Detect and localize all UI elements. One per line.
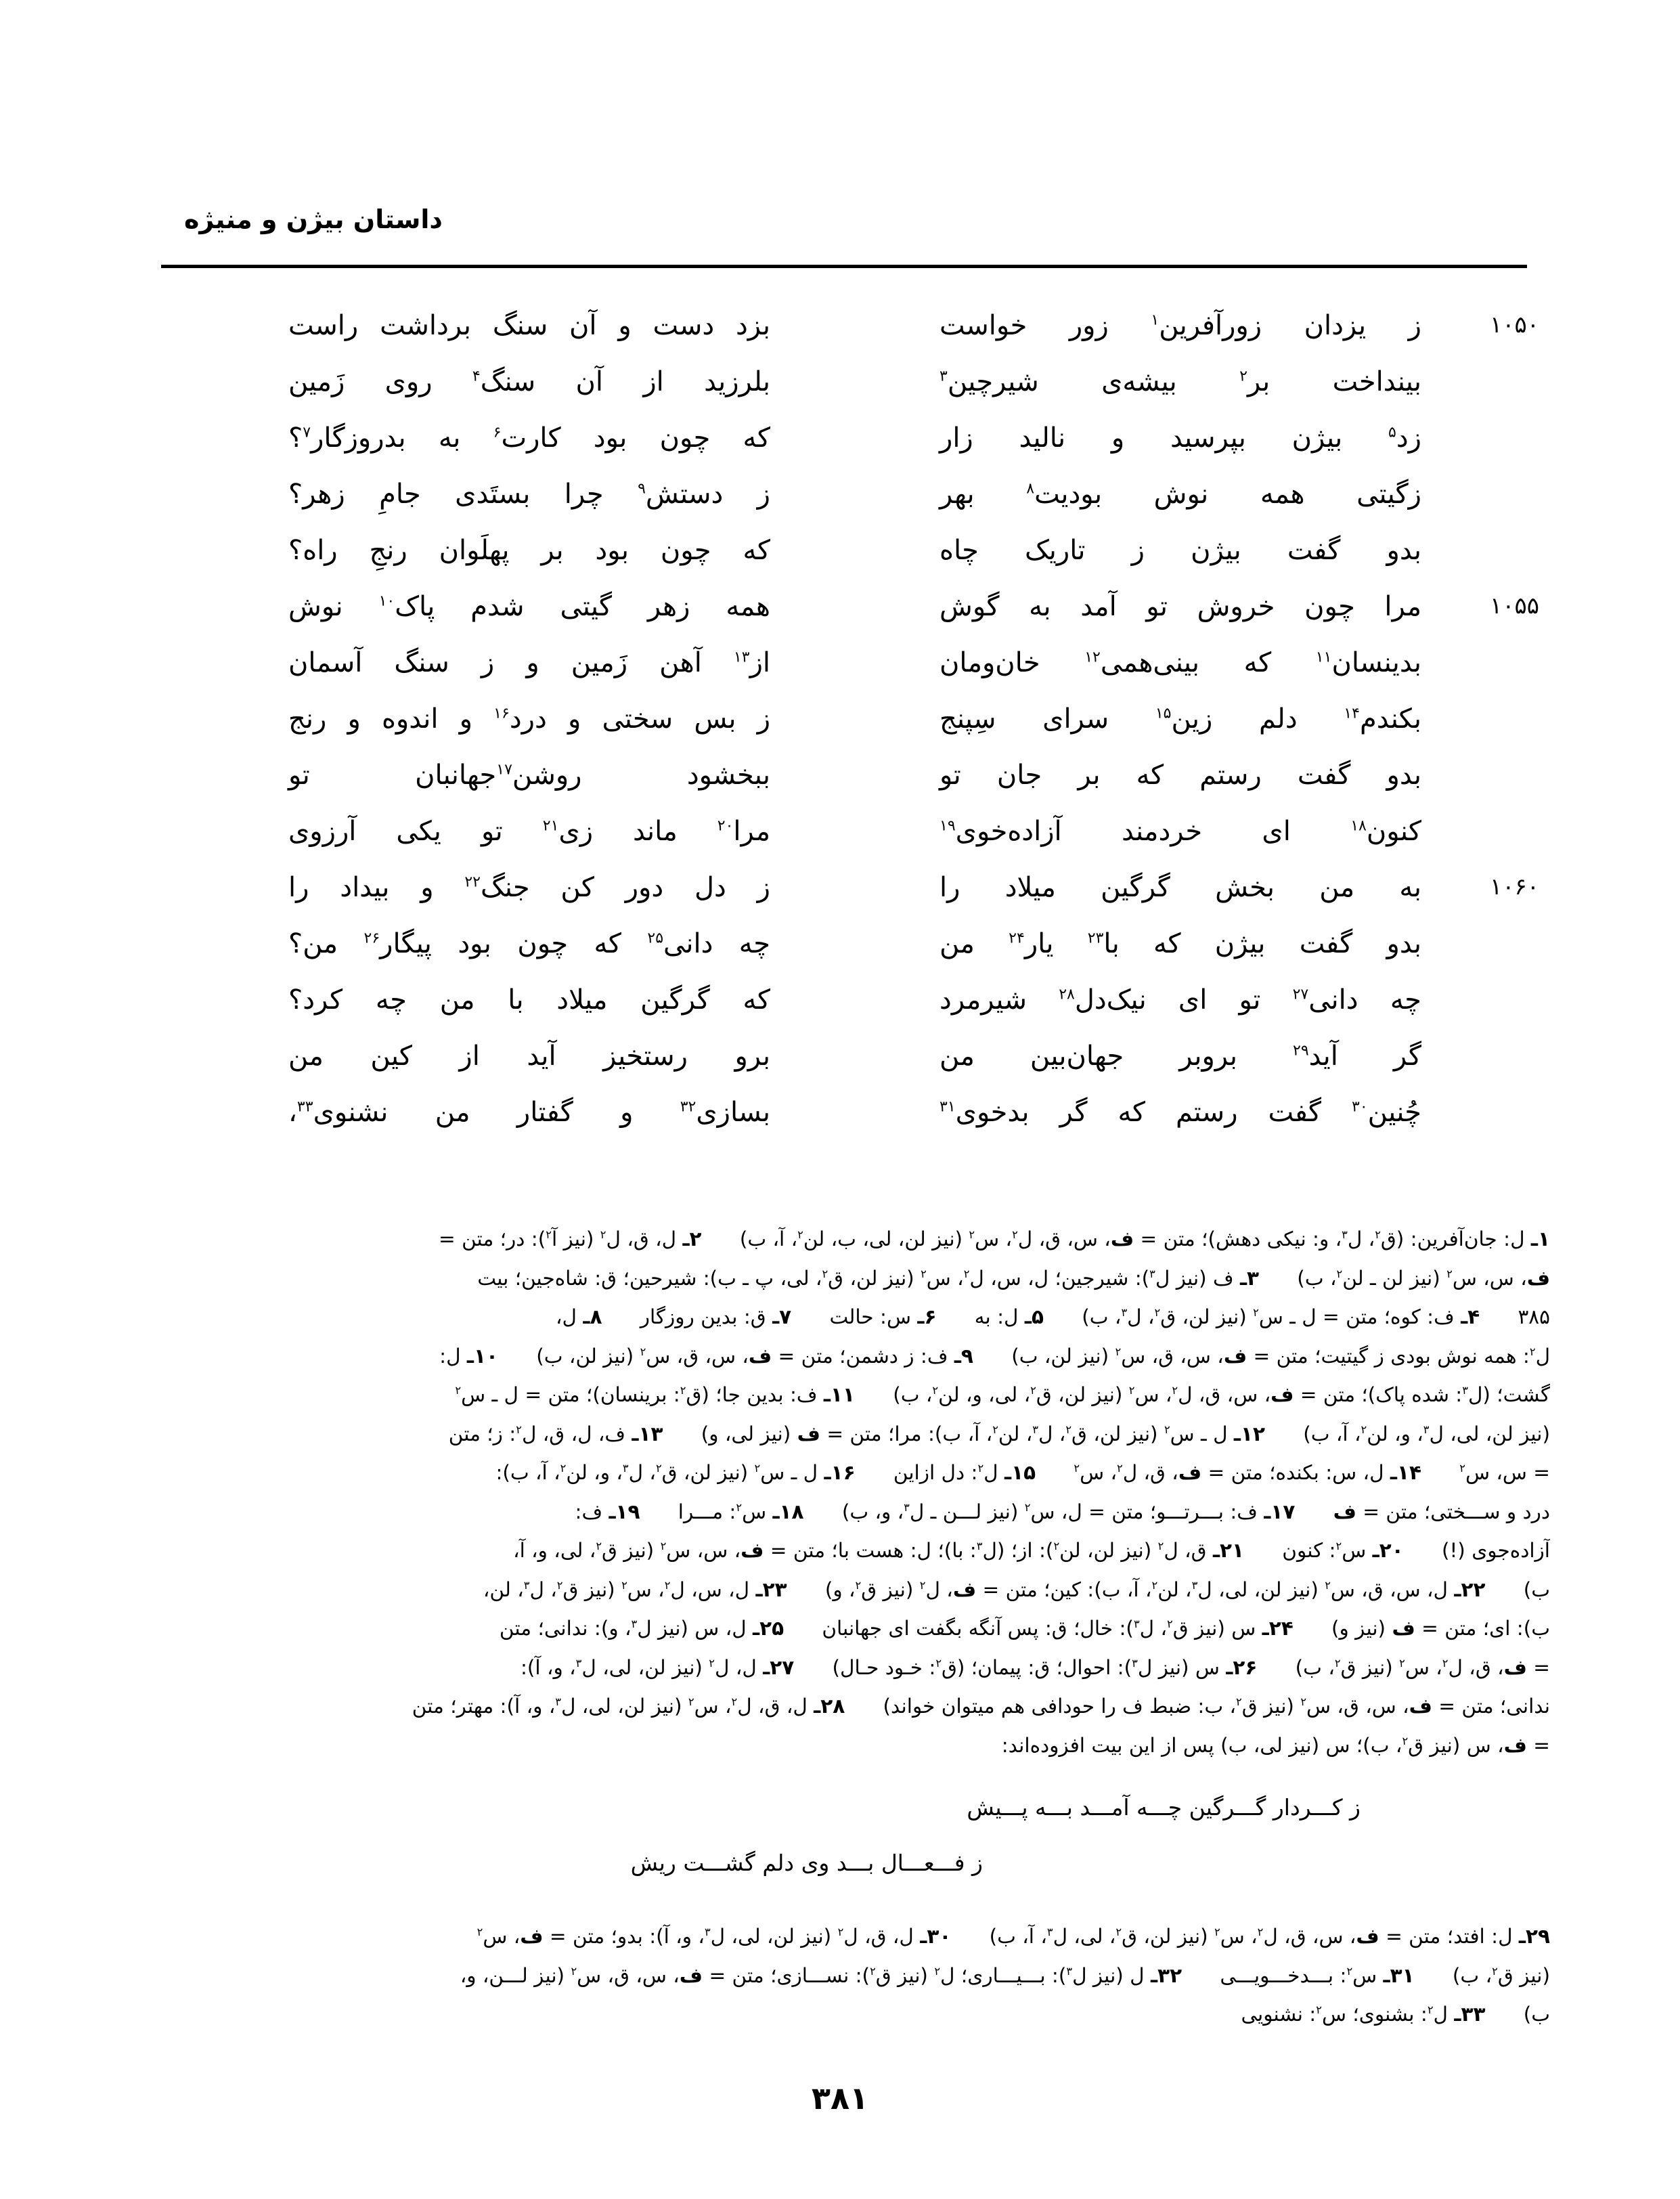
critical-apparatus-block-1 [125,1220,1550,1765]
hemistich-right: کنون$^{۱۸}$ ای خردمند آزاده‌خوی$^{۱۹}$ [940,816,1421,847]
footnote-line: ندانی؛ متن = ف، س، ق، س$^۲$ (نیز ق$^۲$، ب: ضبط ف را حودافی هم میتوان خواند) ۲۸ـ ل، ق، ل$^۲$، س$^۲$ (نیز لن، لی، ل$^۳$، و، آ): مهتر؛ متن [412,1695,1550,1718]
verse-row [129,531,1550,587]
verse-row [129,306,1550,362]
hemistich-right: چُنین$^{۳۰}$ گفت رستم که گر بدخوی$^{۳۱}$ [940,1097,1421,1128]
hemistich-right: به من بخش گرگین میلاد را [940,872,1421,903]
verse-row [129,418,1550,475]
verse-row [129,812,1550,868]
footnote-line: ۲۹ـ ل: افتد؛ متن = ف، س، ق، ل$^۲$، س$^۲$ (نیز لن، ق$^۲$، لی، ل$^۳$، آ، ب) ۳۰ـ ل، ق، ل$^۲$ (نیز لن، لی، ل$^۳$، و، آ): بدو؛ متن = ف، س$^۲$ [477,1925,1550,1948]
verse-row [129,587,1550,643]
verse-row [129,924,1550,980]
hemistich-right: بدینسان$^{۱۱}$ که بینی‌همی$^{۱۲}$ خان‌ومان [940,647,1422,678]
hemistich-right: مرا چون خروش تو آمد به گوش [940,591,1421,622]
hemistich-left: که چون بود کارت$^۶$ به بدروزگار$^۷$؟ [288,422,770,454]
header-rule [161,265,1527,268]
hemistich-right: بینداخت بر$^۲$ بیشه‌ی شیرچین$^۳$ [940,366,1421,397]
verse-number [1421,531,1550,536]
verse-number [1421,475,1550,480]
added-couplet-hemistich-1: ز کـــردار گـــرگین چـــه آمـــد بـــه پـــیش [967,1794,1361,1821]
hemistich-right: بدو گفت بیژن که با$^{۲۳}$ یار$^{۲۴}$ من [940,928,1421,959]
hemistich-left: چه دانی$^{۲۵}$ که چون بود پیگار$^{۲۶}$ من؟ [288,928,770,959]
footnote-line: ۱ـ ل: جان‌آفرین: (ق$^۲$، ل$^۳$، و: نیکی دهش)؛ متن = ف، س، ق، ل$^۲$، س$^۲$ (نیز لن، لی، ب، لن$^۲$، آ، ب) ۲ـ ل، ق، ل$^۲$ (نیز آ$^۲$): در؛ متن = [439,1227,1550,1250]
verse-row [129,756,1550,812]
verse-number: ۱۰۵۰ [1489,311,1539,339]
footnote-line: ب) ۲۲ـ ل، س، ق، س$^۲$ (نیز لن، لی، ل$^۳$، لن$^۲$، آ، ب): کین؛ متن = ف، ل$^۲$ (نیز ق$^۲$، و) ۲۳ـ ل، س، ل$^۲$، س$^۲$ (نیز ق$^۲$، ل$^۳$، لن، [483,1577,1550,1601]
hemistich-left: مرا$^{۲۰}$ ماند زی$^{۲۱}$ تو یکی آرزوی [288,816,771,847]
hemistich-left: بزد دست و آن سنگ برداشت راست [288,310,770,341]
running-header-title: داستان بیژن و منیژه [184,204,443,234]
footnote-line: (نیز لن، لی، ل$^۳$، و، لن$^۲$، آ، ب) ۱۲ـ ل ـ س$^۲$ (نیز لن، ق$^۲$، ل$^۳$، لن$^۲$، آ، ب): مرا؛ متن = ف (نیز لی، و) ۱۳ـ ف، ل، ق، ل$^۲$: ز؛ متن [448,1422,1550,1445]
verse-number [1421,1037,1550,1042]
verse-number [1421,980,1550,986]
critical-apparatus-block-2 [125,1917,1550,2034]
verse-number [1421,643,1550,649]
verse-number [1421,756,1550,761]
verse-number: ۱۰۶۰ [1489,873,1539,900]
verse-number: ۱۰۵۵ [1489,592,1539,619]
hemistich-right: ز یزدان زورآفرین$^۱$ زور خواست [940,310,1421,341]
hemistich-left: که چون بود بر پهلَوان رنجِ راه؟ [288,535,770,566]
footnote-line: (نیز ق$^۲$، ب) ۳۱ـ س$^۲$: بـــدخـــویـــی ۳۲ـ ل (نیز ل$^۳$): بـــیـــاری؛ ل$^۲$ (نیز ق$^۲$): نســـازی؛ متن = ف، س، ق، س$^۲$ (نیز لـــن، و، [460,1963,1550,1987]
footnote-line: ل$^۲$: همه نوش بودی ز گیتیت؛ متن = ف، س، ق، س$^۲$ (نیز لن، ب) ۹ـ ف: ز دشمن؛ متن = ف، س، ق، س$^۲$ (نیز لن، ب) ۱۰ـ ل: [439,1344,1550,1368]
hemistich-left: ز دل دور کن جنگ$^{۲۲}$ و بیداد را [288,872,770,903]
verse-number [1421,362,1550,368]
footnote-line: = ف، ق، ل$^۲$، س$^۲$ (نیز ق$^۲$، ب) ۲۶ـ س (نیز ل$^۳$): احوال؛ ق: پیمان؛ (ق$^۲$: خـود حـال) ۲۷ـ ل، ل$^۲$ (نیز لن، لی، ل$^۳$، و، آ): [520,1655,1550,1679]
verse-number [1421,812,1550,817]
verse-number [1421,699,1550,705]
footnote-line: گشت؛ (ل$^۳$: شده پاک)؛ متن = ف، س، ق، ل$^۲$، س$^۲$ (نیز لن، ق$^۲$، لی، و، لن$^۲$، ب) ۱۱ـ ف: بدین جا؛ (ق$^۲$: برینسان)؛ متن = ل ـ س$^۲$ [455,1383,1550,1406]
verse-row [129,1037,1550,1093]
hemistich-right: بدو گفت بیژن ز تاریک چاه [940,535,1421,566]
hemistich-right: چه دانی$^{۲۷}$ تو ای نیک‌دل$^{۲۸}$ شیرمرد [940,984,1421,1016]
added-couplet-hemistich-2: ز فـــعـــال بـــد وی دلم گشـــت ریش [630,1850,983,1876]
hemistich-right: بدو گفت رستم که بر جان تو [940,760,1421,791]
hemistich-left: از$^{۱۳}$ آهن زَمین و ز سنگ آسمان [288,647,770,678]
verse-row [129,868,1550,924]
footnote-line: ۳۸۵ ۴ـ ف: کوه؛ متن = ل ـ س$^۲$ (نیز لن، ق$^۲$، ل$^۳$، ب) ۵ـ ل: به ۶ـ س: حالت ۷ـ ق: بدین روزگار ۸ـ ل، [556,1305,1550,1328]
hemistich-left: ز بس سختی و درد$^{۱۶}$ و اندوه و رنج [288,703,771,735]
verse-row [129,699,1550,756]
verse-row [129,643,1550,699]
hemistich-right: گر آید$^{۲۹}$ بروبر جهان‌بین من [940,1041,1421,1072]
footnote-line: ب): ای؛ متن = ف (نیز و) ۲۴ـ س (نیز ق$^۲$، ل$^۳$): خال؛ ق: پس آنگه بگفت ای جهانبان ۲۵ـ ل، س (نیز ل$^۳$، و): ندانی؛ متن [499,1617,1550,1640]
footnote-line: ف، س، س$^۲$ (نیز لن ـ لن$^۲$، ب) ۳ـ ف (نیز ل$^۳$): شیرجین؛ ل، س، ل$^۲$، س$^۲$ (نیز لن، ق$^۲$، لی، پ ـ ب): شیرحین؛ ق: شاه‌جین؛ بیت [477,1266,1550,1290]
hemistich-left: که گرگین میلاد با من چه کرد؟ [288,984,770,1016]
footnote-line: = س، س$^۲$ ۱۴ـ ل، س: بکنده؛ متن = ف، ق، ل$^۲$، س$^۲$ ۱۵ـ ل$^۲$: دل ازاین ۱۶ـ ل ـ س$^۲$ (نیز لن، ق$^۲$، ل$^۳$، و، لن$^۲$، آ، ب): [495,1461,1550,1484]
page-number: ۳۸۱ [811,2080,869,2116]
verse-number [1421,418,1550,424]
hemistich-left: همه زهر گیتی شدم پاک$^{۱۰}$ نوش [288,591,770,622]
hemistich-left: بسازی$^{۳۲}$ و گفتار من نشنوی$^{۳۳}$، [288,1097,770,1128]
verse-row [129,1093,1550,1149]
hemistich-left: بلرزید از آن سنگ$^۴$ روی زَمین [288,366,771,397]
hemistich-right: زگیتی همه نوش بودیت$^۸$ بهر [940,479,1421,510]
footnote-line: درد و ســـختی؛ متن = ف ۱۷ـ ف: بـــرتـــو؛ متن = ل، س$^۲$ (نیز لـــن ـ ل$^۳$، و، ب) ۱۸ـ س$^۲$: مـــرا ۱۹ـ ف: [575,1500,1550,1523]
footnote-line: = ف، س (نیز ق$^۲$، ب)؛ س (نیز لی، ب) پس از این بیت افزوده‌اند: [1001,1733,1550,1757]
poem-block [129,306,1550,1149]
hemistich-right: زد$^۵$ بیژن بپرسید و نالید زار [940,422,1421,454]
verse-row [129,362,1550,418]
hemistich-left: ز دستش$^۹$ چرا بستَدی جامِ زهر؟ [288,479,770,510]
verse-number [1421,1093,1550,1098]
footnote-line: آزاده‌جوی (!) ۲۰ـ س$^۲$: کنون ۲۱ـ ق، ل$^۲$ (نیز لن، لن$^۲$): از؛ (ل$^۳$: با)؛ ل: هست با؛ متن = ف، س، س$^۲$ (نیز ق$^۲$، لی، و، آ، [513,1539,1550,1562]
verse-row [129,475,1550,531]
hemistich-left: برو رستخیز آید از کین من [288,1041,770,1072]
verse-number [1421,924,1550,930]
footnote-line: ب) ۳۳ـ ل$^۲$: بشنوی؛ س$^۲$: نشنویی [1241,2003,1550,2026]
verse-row [129,980,1550,1037]
hemistich-left: ببخشود روشن$^{۱۷}$جهانبان تو [288,760,770,791]
hemistich-right: بکندم$^{۱۴}$ دلم زین$^{۱۵}$ سرای سِپنج [940,703,1421,735]
